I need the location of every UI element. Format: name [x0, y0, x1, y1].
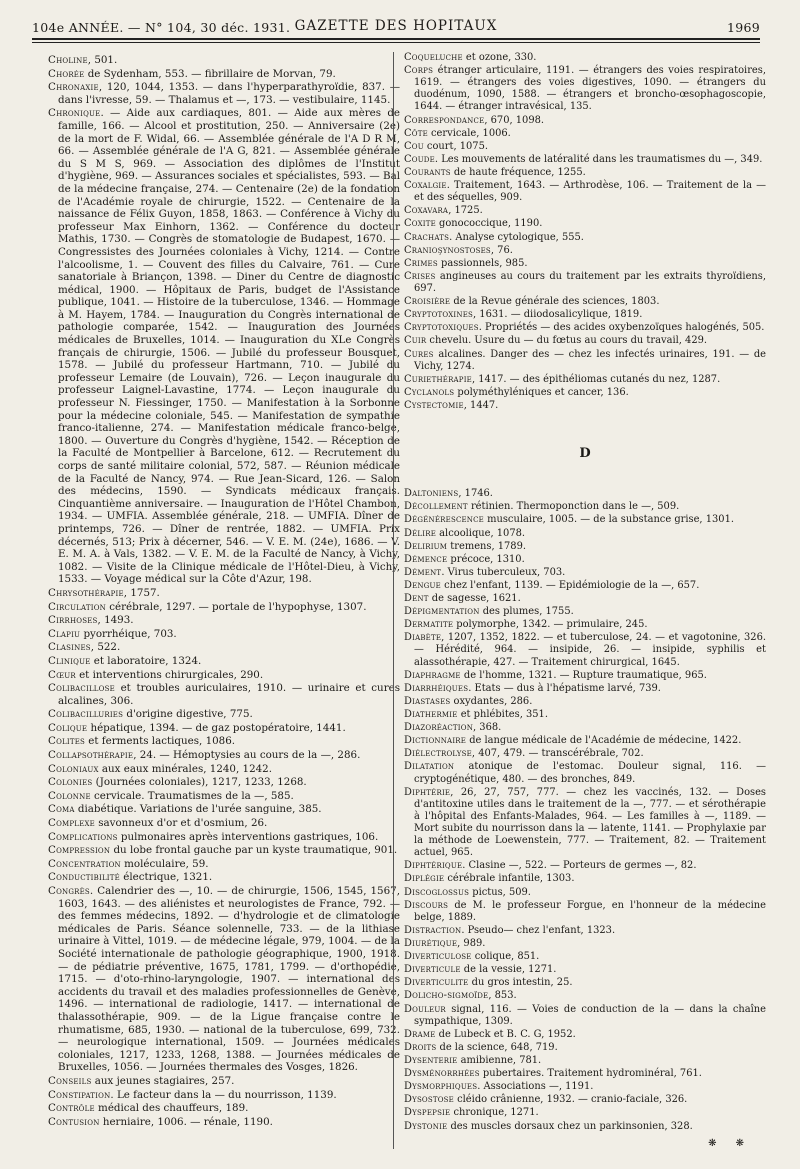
index-entry — [48, 682, 400, 707]
index-entry — [404, 141, 766, 153]
index-entry — [48, 614, 400, 627]
entry-keyword: Colibacilluries — [48, 708, 124, 721]
index-entry — [404, 748, 766, 760]
index-entry — [404, 205, 766, 217]
entry-text: . Virus tuberculeux, 703. — [441, 566, 566, 578]
entry-keyword: Diphtérie — [404, 786, 451, 798]
index-entry — [48, 885, 400, 1074]
entry-keyword: Dysostose — [404, 1094, 454, 1106]
entry-keyword: Correspondance — [404, 114, 485, 126]
entry-text: , 1207, 1352, 1822. — et tuberculose, 24. — et vagotonine, 326. — Hérédité, 964. — insipide, 26. — insipide, syphilis et alassothérapie, 427. — Traitement chirurgical, 1645. — [414, 632, 766, 668]
index-entry — [404, 593, 766, 605]
entry-text: cérébrale infantile, 1303. — [444, 873, 575, 885]
entry-text: d'origine digestive, 775. — [123, 708, 253, 721]
entry-text: et troubles auriculaires, 1910. — urinaire et cures alcalines, 306. — [58, 682, 400, 707]
entry-keyword: Dent — [404, 593, 429, 605]
entry-keyword: Douleur — [404, 1003, 446, 1015]
index-entry — [404, 52, 766, 64]
index-entry — [404, 514, 766, 526]
entry-keyword: Colibacillose — [48, 682, 115, 695]
journal-title: GAZETTE DES HOPITAUX — [294, 18, 498, 34]
index-entry — [48, 708, 400, 721]
entry-keyword: Diverticulite — [404, 977, 469, 989]
entry-keyword: Collapsothérapie — [48, 749, 134, 762]
entry-keyword: Dyspepsie — [404, 1107, 451, 1119]
entry-text: musculaire, 1005. — de la substance grise, 1301. — [484, 514, 734, 526]
entry-text: de sagesse, 1621. — [428, 593, 521, 605]
index-column-right — [404, 52, 766, 1134]
index-entry — [404, 900, 766, 924]
index-entry — [404, 65, 766, 113]
entry-keyword: Diverticulose — [404, 951, 472, 963]
index-entry — [48, 54, 400, 67]
entry-keyword: Complications — [48, 830, 118, 843]
entry-keyword: Choline — [48, 54, 88, 66]
header-rule-thick — [32, 38, 760, 40]
entry-text: de la science, 648, 719. — [436, 1041, 558, 1053]
entry-keyword: Coma — [48, 803, 75, 816]
entry-keyword: Diélectrolyse — [404, 748, 472, 760]
index-entry — [404, 787, 766, 860]
entry-text: du gros intestin, 25. — [468, 977, 573, 989]
entry-text: court, 1075. — [423, 140, 489, 152]
index-entry — [404, 488, 766, 500]
entry-keyword: Dément — [404, 566, 442, 578]
entry-text: , 1631. — diiodosalicylique, 1819. — [473, 309, 643, 321]
index-entry — [404, 387, 766, 399]
header-rule-thin — [32, 42, 760, 43]
entry-keyword: Drame — [404, 1028, 436, 1040]
entry-text: polyméthyléniques et cancer, 136. — [454, 386, 629, 398]
index-entry — [48, 669, 400, 682]
entry-keyword: Crises — [404, 270, 436, 282]
index-entry — [48, 871, 400, 884]
index-entry — [48, 817, 400, 830]
index-entry — [404, 400, 766, 412]
entry-text: cérébrale, 1297. — portale de l'hypophyse, 1307. — [106, 600, 367, 613]
index-entry — [48, 1075, 400, 1088]
index-entry — [48, 1116, 400, 1129]
index-entry — [404, 528, 766, 540]
entry-text: aux jeunes stagiaires, 257. — [91, 1074, 235, 1087]
entry-text: et ozone, 330. — [462, 52, 537, 63]
entry-keyword: Concentration — [48, 857, 121, 870]
entry-text: électrique, 1321. — [119, 871, 213, 884]
index-entry — [404, 232, 766, 244]
index-entry — [404, 1094, 766, 1106]
entry-keyword: Coude — [404, 153, 435, 165]
entry-text: et laboratoire, 1324. — [90, 654, 202, 667]
entry-keyword: Délire — [404, 527, 437, 539]
index-entry — [404, 696, 766, 708]
index-entry — [404, 218, 766, 230]
entry-keyword: Chorée — [48, 67, 85, 80]
entry-keyword: Cœur — [48, 668, 76, 681]
entry-keyword: Droits — [404, 1041, 437, 1053]
entry-keyword: Côte — [404, 127, 428, 139]
index-entry — [48, 735, 400, 748]
entry-text: , 1447. — [463, 399, 499, 411]
entry-keyword: Clasines — [48, 641, 91, 654]
entry-text: . Analyse cytologique, 555. — [449, 231, 584, 243]
entry-text: savonneux d'or et d'osmium, 26. — [94, 817, 268, 830]
index-entry — [48, 81, 400, 106]
entry-keyword: Cystectomie — [404, 399, 464, 411]
index-entry — [48, 831, 400, 844]
entry-keyword: Chronaxie — [48, 81, 99, 94]
entry-text: . — Aide aux cardiaques, 801. — Aide aux mères de famille, 166. — Alcool et prostitution, 250. — Anniversaire (2e) de la mort de F. Widal, 66. — Assemblée générale de l'A D R M, 66. — Assemblée générale de l'A G, 821. — Assemblée générale du S M S, 969. — Association des diplômes de l'Institut d'hygiène, 969. — Assurances sociales et spécialistes, 593. — Bal de la médecine française, 274. — Centenaire (2e) de la fondation de l'Académie royale de chirurgie, 1522. — Centenaire de la naissance de Félix Guyon, 1858, 1863. — Conférence à Vichy du professeur Max Einhorn, 1362. — Conférence du docteur Mathis, 1730. — Congrès de stomatologie de Budapest, 1670. — Congressistes des Journées coloniales à Vichy, 1214. — Contre l'alcoolisme, 1. — Couvent des filles du Calvaire, 761. — Cure sanatoriale à Briançon, 1398. — Diner du Centre de diagnostic médical, 1900. — Hôpitaux de Paris, budget de l'Assistance publique, 1041. — Histoire de la tuberculose, 1346. — Hommage à M. Hayem, 1784. — Inauguration du Congrès international de pathologie comparée, 1542. — Inauguration des Journées médicales de Bruxelles, 1014. — Inauguration du XLe Congrès français de chirurgie, 1506. — Jubilé du professeur Bousquet, 1578. — Jubilé du professeur Hartmann, 710. — Jubilé du professeur Lemaire (de Louvain), 726. — Leçon inaugurale du professeur Laignel-Lavastine, 1774. — Leçon inaugurale du professeur N. Fiessinger, 1750. — Manifestation à la Sorbonne pour la médecine coloniale, 545. — Manifestation de sympathie franco-italienne, 274. — Manifestation médicale franco-belge, 1800. — Ouverture du Congrès d'hygiène, 1542. — Réception de la Faculté de Montpellier à Barcelone, 612. — Recrutement du corps de santé militaire colonial, 572, 587. — Réunion médicale de la Faculté de Nancy, 974. — Rue Jean-Sicard, 126. — Salon des médecins, 1590. — Syndicats médicaux français. Cinquantième anniversaire. — Inauguration de l'Hôtel Chambon, 1934. — UMFIA. Assemblée générale, 218. — UMFIA. Dîner de printemps, 726. — Dîner de rentrée, 1882. — UMFIA. Prix décernés, 513; Prix à décerner, 546. — V. E. M. (24e), 1686. — V. E. M. A. à Vals, 1382. — V. E. M. de la Faculté de Nancy, à Vichy, 1082. — Visite de la Clinique médicale de l'Hôtel-Dieu, à Vichy, 1533. — Voyage médical sur la Côte d'Azur, 198. — [58, 107, 400, 586]
index-entry — [404, 925, 766, 937]
entry-text: , 76. — [490, 244, 513, 256]
entry-text: (Journées coloniales), 1217, 1233, 1268. — [92, 776, 307, 789]
entry-keyword: Cuir — [404, 335, 427, 347]
entry-text: hépatique, 1394. — de gaz postopératoire, 1441. — [87, 721, 346, 734]
entry-keyword: Dysenterie — [404, 1054, 458, 1066]
index-entry — [404, 951, 766, 963]
entry-keyword: Chrysothérapie — [48, 586, 124, 599]
section-letter: D — [579, 446, 591, 462]
column-divider — [393, 52, 394, 1149]
entry-keyword: Chronique — [48, 107, 101, 120]
entry-text: . Pseudo— chez l'enfant, 1323. — [461, 924, 616, 936]
entry-text: pictus, 509. — [469, 886, 531, 898]
entry-keyword: Diverticule — [404, 964, 461, 976]
entry-text: alcoolique, 1078. — [436, 527, 526, 539]
entry-keyword: Coloniaux — [48, 762, 99, 775]
index-entry — [404, 632, 766, 668]
index-entry — [404, 1004, 766, 1028]
entry-text: , 670, 1098. — [484, 114, 545, 126]
entry-keyword: Cyclanols — [404, 386, 455, 398]
index-entry — [404, 374, 766, 386]
index-entry — [404, 606, 766, 618]
index-entry — [48, 601, 400, 614]
entry-text: de haute fréquence, 1255. — [450, 166, 586, 178]
index-entry — [404, 761, 766, 785]
index-entry — [48, 790, 400, 803]
index-entry — [404, 115, 766, 127]
index-entry — [404, 860, 766, 872]
index-entry — [404, 873, 766, 885]
entry-text: , 368. — [473, 722, 502, 734]
entry-keyword: Compression — [48, 844, 111, 857]
index-entry — [48, 107, 400, 586]
entry-text: de l'homme, 1321. — Rupture traumatique, 965. — [460, 669, 707, 681]
entry-text: , 24. — Hémoptysies au cours de la —, 286. — [133, 749, 361, 762]
entry-keyword: Colites — [48, 735, 86, 748]
entry-keyword: Curiethérapie — [404, 373, 472, 385]
entry-keyword: Delirium — [404, 540, 448, 552]
index-entry — [48, 749, 400, 762]
entry-keyword: Diplégie — [404, 873, 445, 885]
index-entry — [48, 655, 400, 668]
index-entry — [404, 1068, 766, 1080]
index-entry — [404, 1029, 766, 1041]
entry-text: et interventions chirurgicales, 290. — [75, 668, 264, 681]
page-number: 1969 — [726, 20, 760, 35]
index-entry — [404, 180, 766, 204]
index-entry — [404, 580, 766, 592]
entry-text: de M. le professeur Forgue, en l'honneur de la médecine belge, 1889. — [414, 899, 766, 923]
index-column-left — [48, 54, 400, 1129]
entry-text: colique, 851. — [471, 951, 540, 963]
index-entry — [404, 722, 766, 734]
entry-keyword: Cirrhoses — [48, 614, 98, 627]
entry-keyword: Cryptotoxiques — [404, 322, 479, 334]
entry-keyword: Diastases — [404, 695, 451, 707]
entry-text: , 120, 1044, 1353. — dans l'hyperparathyroïdie, 837. — dans l'ivresse, 59. — Thalamus et —, 173. — vestibulaire, 1145. — [58, 81, 400, 106]
entry-text: rétinien. Thermoponction dans le —, 509. — [467, 501, 680, 513]
index-entry — [404, 670, 766, 682]
entry-text: , 1725. — [448, 205, 483, 217]
index-entry — [404, 554, 766, 566]
entry-keyword: Coxalgie — [404, 180, 447, 192]
index-entry — [404, 167, 766, 179]
entry-keyword: Circulation — [48, 600, 106, 613]
entry-text: . Propriétés — des acides oxybenzoïques halogénés, 505. — [478, 322, 765, 334]
index-entry — [48, 641, 400, 654]
entry-text: du lobe frontal gauche par un kyste traumatique, 901. — [110, 844, 398, 857]
entry-keyword: Dengue — [404, 579, 441, 591]
entry-keyword: Complexe — [48, 817, 95, 830]
entry-text: . Traitement, 1643. — Arthrodèse, 106. — Traitement de la — et des séquelles, 909. — [414, 180, 766, 204]
index-entry — [404, 128, 766, 140]
index-section-c-continued — [404, 52, 766, 412]
entry-keyword: Daltoniens — [404, 488, 459, 500]
entry-text: , 1746. — [458, 488, 493, 500]
issue-info: 104e ANNÉE. — N° 104, 30 déc. 1931. — [32, 20, 291, 35]
index-entry — [404, 541, 766, 553]
entry-keyword: Distraction — [404, 924, 462, 936]
entry-text: . Etats — dus à l'hépatisme larvé, 739. — [468, 682, 661, 694]
entry-keyword: Cures — [404, 348, 434, 360]
entry-keyword: Diabète — [404, 632, 442, 644]
entry-keyword: Cryptotoxines — [404, 309, 474, 321]
index-entry — [48, 722, 400, 735]
index-entry — [404, 735, 766, 747]
entry-text: , 501. — [87, 54, 118, 66]
entry-keyword: Diurétique — [404, 938, 458, 949]
entry-keyword: Diathermie — [404, 709, 458, 721]
index-entry — [48, 858, 400, 871]
entry-text: . Le facteur dans la — du nourrisson, 1139. — [110, 1088, 337, 1101]
entry-text: , 853. — [488, 990, 517, 1002]
entry-keyword: Contusion — [48, 1115, 100, 1128]
index-entry — [48, 763, 400, 776]
entry-text: , 26, 27, 757, 777. — chez les vaccinés, 132. — Doses d'antitoxine utiles dans le traitement de la —, 777. — et sérothérapie à l'hôpital des Enfants-Malades, 964. — Les familles à —, 1189. — Mort subite du nourrisson dans la — latente, 1141. — Prophylaxie par la méthode de Loewenstein, 777. — Traitement, 82. — Traitement actuel, 965. — [414, 786, 766, 859]
entry-text: , 1417. — des épithéliomas cutanés du nez, 1287. — [472, 373, 721, 385]
index-entry — [404, 309, 766, 321]
entry-keyword: Cou — [404, 140, 424, 152]
index-entry — [404, 1107, 766, 1119]
entry-text: atonique de l'estomac. Douleur signal, 116. — cryptogénétique, 480. — des bronches, 849. — [414, 761, 766, 785]
index-entry — [404, 977, 766, 989]
entry-keyword: Diaphragme — [404, 669, 461, 681]
entry-text: oxydantes, 286. — [450, 695, 533, 707]
entry-keyword: Dermatite — [404, 619, 454, 631]
index-entry — [48, 1102, 400, 1115]
entry-text: médical des chauffeurs, 189. — [94, 1102, 249, 1115]
entry-keyword: Constipation — [48, 1088, 111, 1101]
entry-text: . Calendrier des —, 10. — de chirurgie, 1506, 1545, 1567, 1603, 1643. — des aliénistes et neurologistes de France, 792. — des femmes médecins, 1892. — d'hydrologie et de climatologie médicales de Paris. Séance solennelle, 733. — de la lithiase urinaire à Vittel, 1019. — de médecine légale, 979, 1004. — de la Société internationale de pathologie géographique, 1900, 1918. — de pédiatrie préventive, 1675, 1781, 1799. — d'orthopédie, 1715. — d'oto-rhino-laryngologie, 1907. — international des accidents du travail et des maladies professionnelles de Genève, 1496. — international de radiologie, 1417. — international de thalassothérapie, 909. — de la Ligue française contre le rhumatisme, 685, 1930. — national de la tuberculose, 699, 732. — neurologique international, 1509. — Journées médicales coloniales, 1217, 1233, 1268, 1388. — Journées médicales de Bruxelles, 1056. — Journées thermales des Vosges, 1826. — [58, 885, 400, 1074]
entry-keyword: Contrôle — [48, 1102, 95, 1115]
entry-keyword: Croisière — [404, 296, 451, 308]
entry-keyword: Colonies — [48, 776, 93, 789]
index-entry — [404, 271, 766, 295]
entry-text: signal, 116. — Voies de conduction de la — dans la chaîne sympathique, 1309. — [414, 1003, 766, 1027]
index-entry — [404, 1055, 766, 1067]
index-entry — [404, 683, 766, 695]
index-entry — [404, 619, 766, 631]
entry-keyword: Crachats — [404, 231, 450, 243]
entry-keyword: Colonne — [48, 789, 91, 802]
entry-keyword: Dysménorrhées — [404, 1068, 480, 1080]
entry-keyword: Courants — [404, 166, 451, 178]
index-entry — [404, 245, 766, 257]
entry-text: gonococcique, 1190. — [435, 218, 543, 230]
entry-keyword: Dolicho-sigmoïde — [404, 990, 489, 1002]
entry-text: cervicale, 1006. — [427, 127, 511, 139]
entry-text: cléido crânienne, 1932. — cranio-faciale, 326. — [453, 1094, 688, 1106]
index-entry — [404, 1121, 766, 1133]
entry-text: alcalines. Danger des — chez les infectés urinaires, 191. — de Vichy, 1274. — [414, 348, 766, 372]
index-entry — [404, 154, 766, 166]
entry-keyword: Corps — [404, 65, 434, 77]
index-entry — [404, 322, 766, 334]
entry-keyword: Diarrhéiques — [404, 682, 469, 694]
index-section-d — [404, 488, 766, 1132]
entry-keyword: Dictionnaire — [404, 735, 467, 747]
entry-keyword: Coxavara — [404, 205, 449, 217]
entry-keyword: Coxite — [404, 218, 436, 230]
index-entry — [404, 349, 766, 373]
index-entry — [404, 887, 766, 899]
entry-text: passionnels, 985. — [437, 257, 528, 269]
entry-text: cervicale. Traumatismes de la —, 585. — [90, 789, 294, 802]
index-entry — [48, 628, 400, 641]
entry-text: polymorphe, 1342. — primulaire, 245. — [453, 619, 648, 631]
entry-text: des muscles dorsaux chez un parkinsonien, 328. — [447, 1120, 693, 1132]
entry-keyword: Colique — [48, 721, 88, 734]
entry-text: angineuses au cours du traitement par les extraits thyroïdiens, 697. — [414, 270, 766, 294]
entry-text: et ferments lactiques, 1086. — [85, 735, 236, 748]
entry-keyword: Décollement — [404, 501, 468, 513]
entry-keyword: Clinique — [48, 654, 91, 667]
index-entry — [48, 776, 400, 789]
entry-keyword: Diphtérique — [404, 860, 463, 872]
index-entry — [404, 709, 766, 721]
entry-text: chevelu. Usure du — du fœtus au cours du travail, 429. — [426, 335, 708, 347]
entry-text: , 1493. — [97, 614, 134, 627]
index-entry — [48, 587, 400, 600]
entry-keyword: Discours — [404, 899, 449, 911]
entry-text: , 522. — [90, 641, 121, 654]
entry-text: de la vessie, 1271. — [460, 964, 557, 976]
entry-text: de langue médicale de l'Académie de médecine, 1422. — [466, 735, 742, 747]
entry-text: précoce, 1310. — [447, 553, 525, 565]
entry-text: amibienne, 781. — [457, 1054, 542, 1066]
entry-keyword: Discoglossus — [404, 886, 470, 898]
entry-text: , 989. — [457, 938, 486, 949]
index-entry — [404, 1042, 766, 1054]
entry-keyword: Dysmorphiques — [404, 1081, 478, 1093]
entry-keyword: Clapiu — [48, 627, 81, 640]
entry-keyword: Congrès — [48, 885, 90, 897]
entry-text: diabétique. Variations de l'urée sanguine, 385. — [74, 803, 322, 816]
entry-text: herniaire, 1006. — rénale, 1190. — [99, 1115, 273, 1128]
entry-keyword: Dégénérescence — [404, 514, 484, 526]
entry-text: et phlébites, 351. — [457, 709, 548, 721]
entry-text: étranger articulaire, 1191. — étrangers des voies respiratoires, 1619. — étrangers des voies digestives, 1090. — étrangers du duodénum, 1090, 1588. — étrangers et broncho-œsophagoscopie, 1644. — étranger intravésical, 135. — [414, 65, 766, 113]
entry-text: des plumes, 1755. — [479, 606, 574, 618]
entry-keyword: Crimes — [404, 257, 438, 269]
index-entry — [404, 501, 766, 513]
entry-text: pulmonaires après interventions gastriques, 106. — [117, 830, 379, 843]
entry-text: aux eaux minérales, 1240, 1242. — [98, 762, 272, 775]
entry-keyword: Démence — [404, 553, 448, 565]
entry-keyword: Conseils — [48, 1074, 92, 1087]
entry-keyword: Diazoréaction — [404, 722, 474, 734]
entry-text: chez l'enfant, 1139. — Epidémiologie de la —, 657. — [440, 579, 700, 591]
index-entry — [404, 335, 766, 347]
entry-text: . Les mouvements de latéralité dans les traumatismes du —, 349. — [434, 153, 763, 165]
index-entry — [404, 296, 766, 308]
index-entry — [404, 258, 766, 270]
entry-text: moléculaire, 59. — [120, 857, 209, 870]
entry-text: de Sydenham, 553. — fibrillaire de Morvan, 79. — [84, 67, 336, 80]
entry-text: pyorrhéique, 703. — [80, 627, 177, 640]
entry-text: . Clasine —, 522. — Porteurs de germes —, 82. — [462, 860, 697, 872]
entry-text: , 1757. — [123, 586, 160, 599]
entry-text: . Associations —, 1191. — [477, 1081, 594, 1093]
entry-text: tremens, 1789. — [447, 540, 527, 552]
index-entry — [404, 938, 766, 950]
index-entry — [48, 844, 400, 857]
entry-text: , 407, 479. — transcérébrale, 702. — [471, 748, 644, 760]
entry-keyword: Coqueluche — [404, 52, 463, 63]
entry-keyword: Cranioşynostoses — [404, 244, 491, 256]
index-entry — [48, 1089, 400, 1102]
entry-keyword: Dépigmentation — [404, 606, 480, 618]
entry-keyword: Dilatation — [404, 761, 455, 773]
entry-text: de la Revue générale des sciences, 1803. — [450, 296, 660, 308]
entry-keyword: Conductibilité — [48, 871, 120, 884]
end-ornament: ❋ ❋ — [708, 1138, 752, 1149]
index-entry — [404, 1081, 766, 1093]
index-entry — [404, 567, 766, 579]
index-entry — [404, 964, 766, 976]
entry-text: de Lubeck et B. C. G, 1952. — [435, 1028, 576, 1040]
entry-text: chronique, 1271. — [450, 1107, 539, 1119]
index-entry — [48, 803, 400, 816]
entry-keyword: Dystonie — [404, 1120, 448, 1132]
entry-text: pubertaires. Traitement hydrominéral, 761. — [479, 1068, 702, 1080]
index-entry — [48, 68, 400, 81]
index-entry — [404, 990, 766, 1002]
